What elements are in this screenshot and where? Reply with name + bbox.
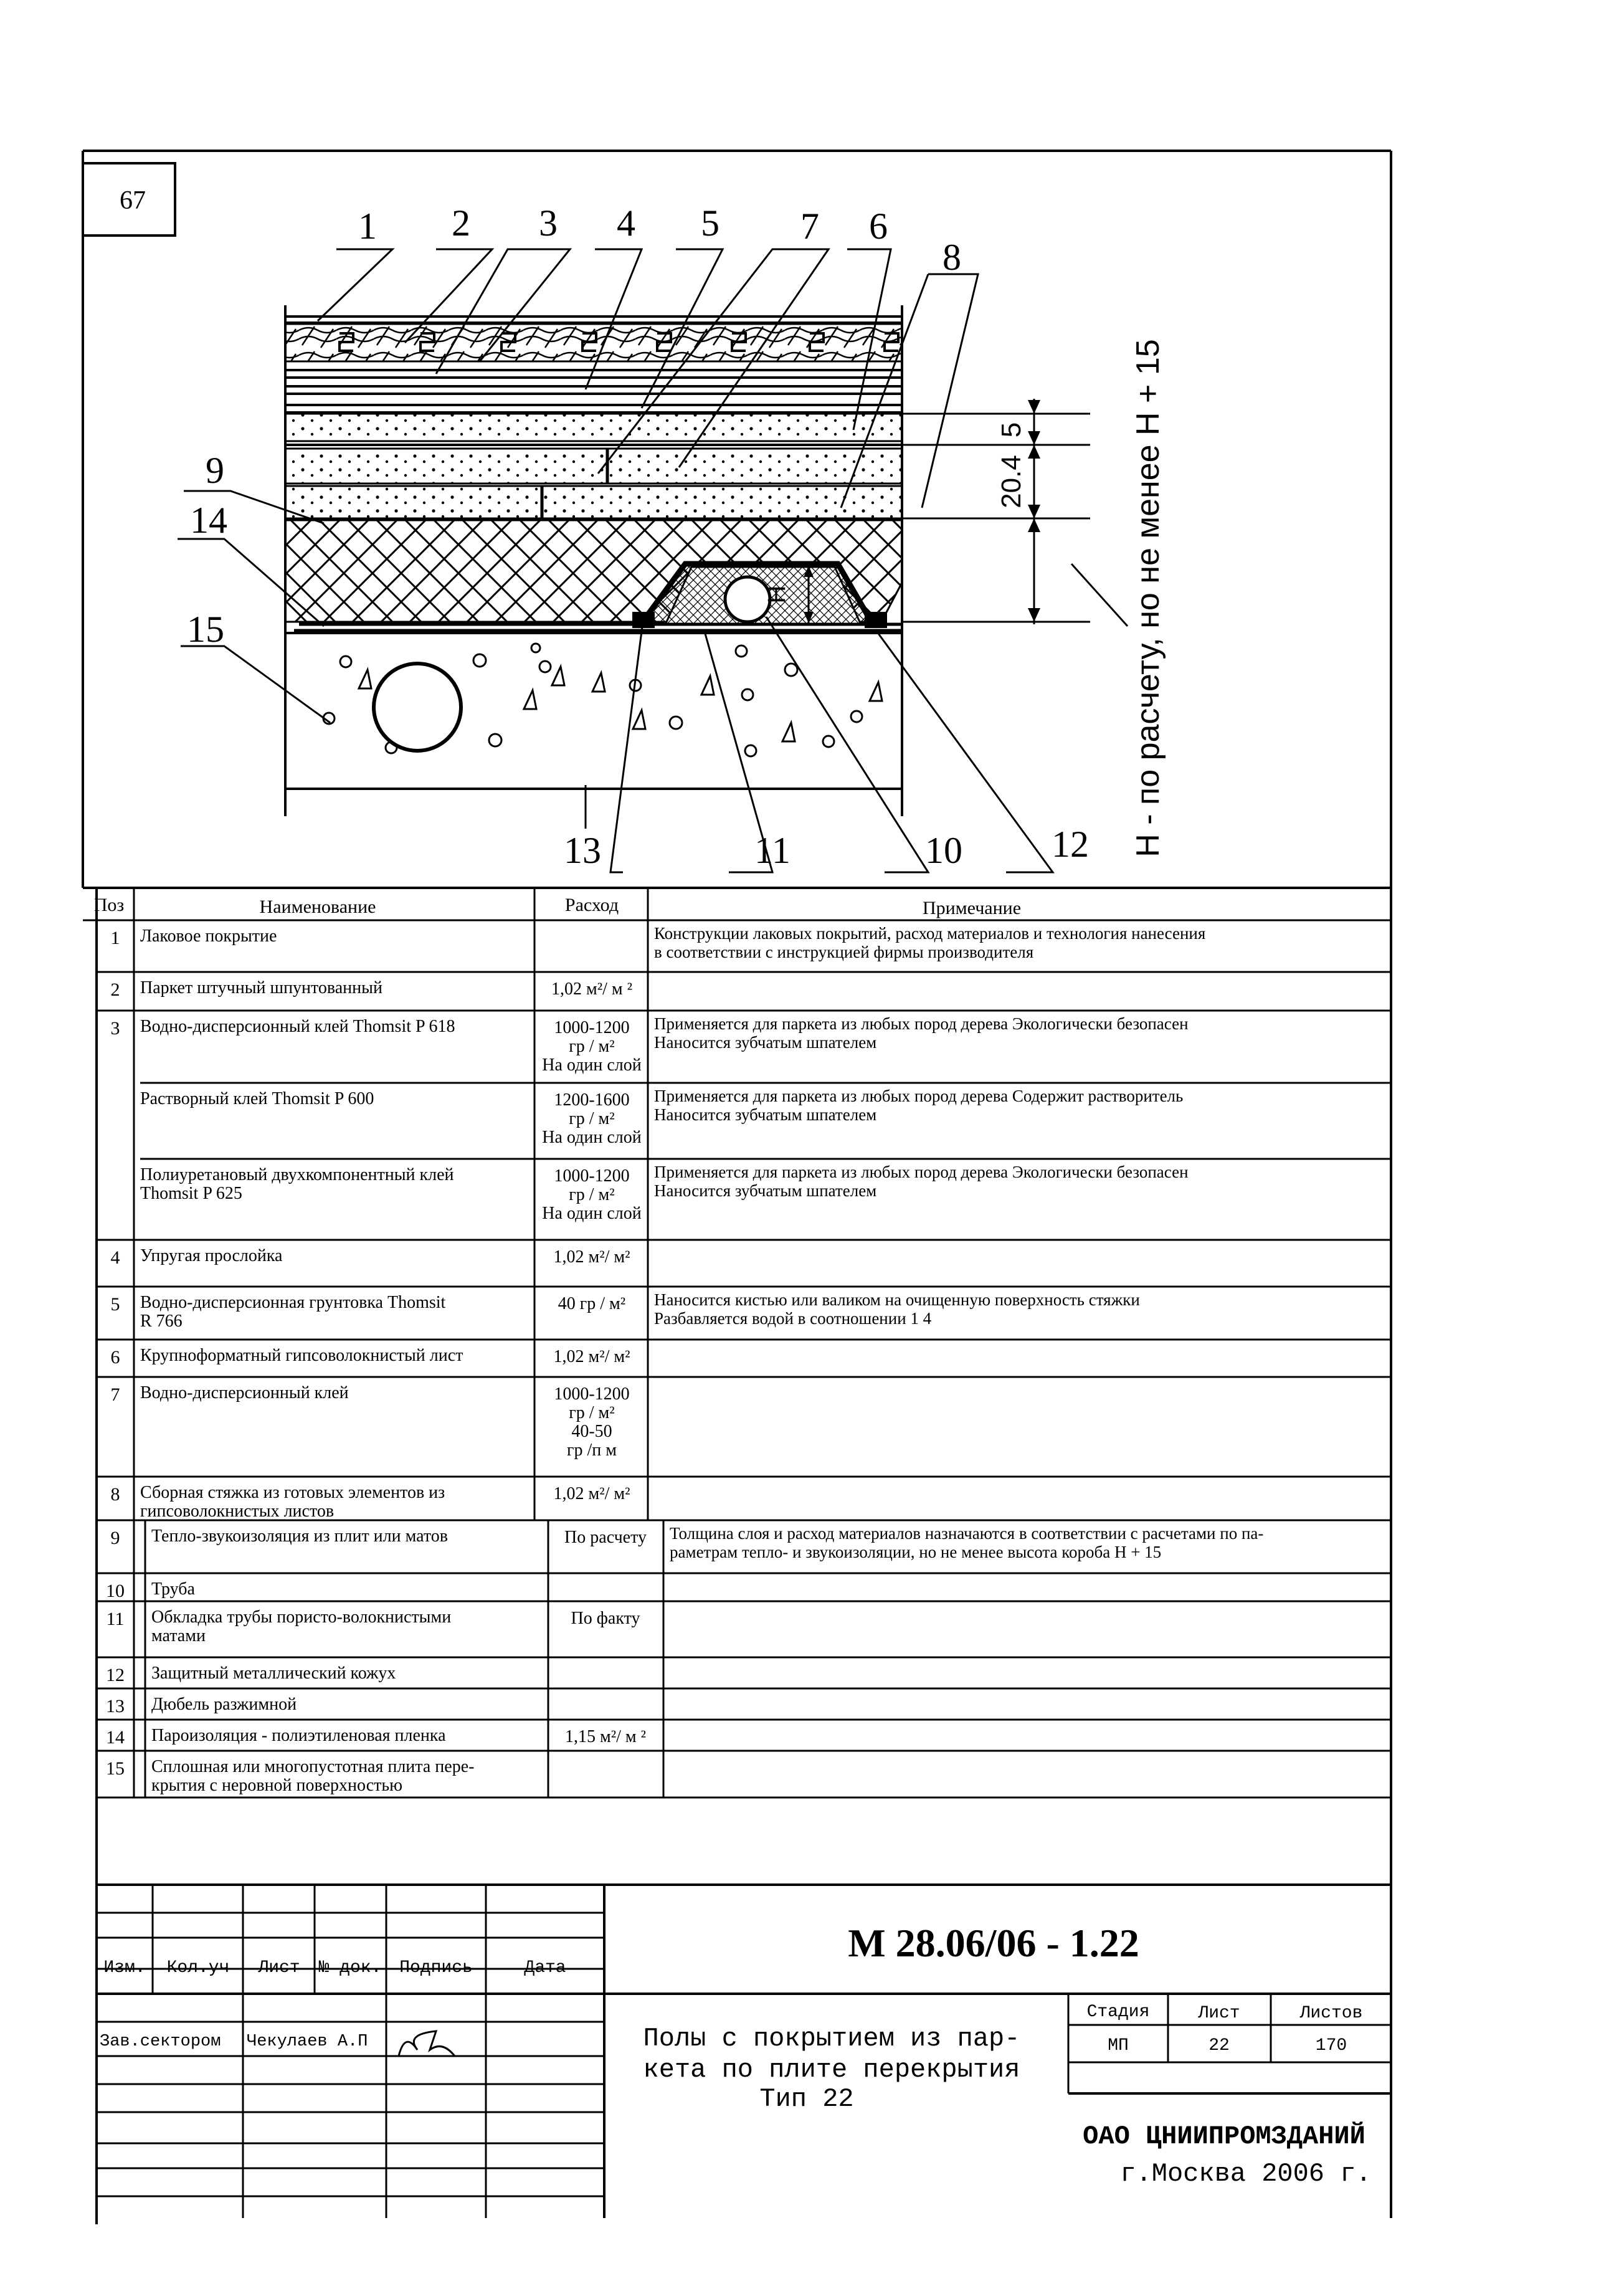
col-list: Лист [258,1958,300,1978]
row-rate-9: 40-50 [571,1422,612,1441]
row-name-6: Упругая прослойка [140,1246,283,1265]
row-name-9: Водно-дисперсионный клей [140,1383,349,1402]
layer-screed-lower [285,486,902,518]
layer-hollow-slab [285,633,902,789]
row-rate-16: 1,15 м²/ м ² [564,1727,647,1746]
organization-city-year: г.Москва 2006 г. [1120,2159,1372,2189]
row-rate-4: гр / м² [569,1109,615,1128]
person-name: Чекулаев А.П [247,2032,368,2051]
row-pos-6: 4 [110,1247,120,1268]
stage-value: МП [1108,2036,1129,2055]
row-rate-9: гр / м² [569,1403,615,1422]
stage-table [1087,2002,1363,2055]
row-name-5: Полиуретановый двухкомпонентный клей [140,1165,454,1184]
row-name-5: Thomsit P 625 [140,1184,242,1203]
callout-2: 2 [452,202,470,244]
dimension-h: H [763,585,791,604]
row-pos-11: 9 [110,1528,120,1548]
sheet-title-line-2: кета по плите перекрытия [643,2055,1020,2085]
row-rate-2: 1,02 м²/ м ² [551,979,633,999]
header-rate: Расход [564,895,619,915]
callout-1: 1 [358,206,377,247]
col-kol-uch: Кол.уч [166,1958,230,1978]
callout-9: 9 [206,450,224,491]
row-name-7: R 766 [140,1312,183,1331]
row-note-7: Разбавляется водой в соотношении 1 4 [654,1309,932,1328]
sheet-value: 22 [1209,2036,1230,2055]
dimension-5: 5 [996,422,1027,438]
row-rate-5: гр / м² [569,1185,615,1204]
callout-14: 14 [190,500,227,541]
layer-glue-interlayer [285,370,902,412]
sheet-number: 67 [120,186,146,215]
col-doc-no: № док. [318,1958,382,1978]
row-rate-11: По расчету [564,1528,647,1547]
row-note-4: Наносится зубчатым шпателем [654,1105,877,1124]
row-name-10: Сборная стяжка из готовых элементов из [140,1483,445,1502]
row-rate-9: 1000-1200 [554,1384,630,1404]
row-name-12: Труба [151,1579,195,1599]
row-name-3: Водно-дисперсионный клей Thomsit P 618 [140,1017,455,1036]
row-note-1: в соответствии с инструкцией фирмы производителя [654,943,1034,961]
floor-section-diagram [178,202,1166,872]
col-date: Дата [524,1958,566,1978]
row-rate-3: гр / м² [569,1037,615,1056]
row-name-2: Паркет штучный шпунтованный [140,978,382,998]
sheet-title-line-1: Полы с покрытием из пар- [643,2024,1020,2054]
row-rate-4: На один слой [542,1128,642,1147]
callout-11: 11 [754,830,791,871]
row-rate-5: На один слой [542,1204,642,1223]
callout-5: 5 [701,202,719,244]
row-rate-13: По факту [571,1609,640,1628]
row-rate-4: 1200-1600 [554,1090,630,1110]
row-name-14: Защитный металлический кожух [151,1664,396,1683]
row-name-13: Обкладка трубы пористо-волокнистыми [151,1607,452,1627]
row-pos-13: 11 [106,1609,125,1629]
dimension-20-4: 20.4 [996,455,1027,508]
row-rate-8: 1,02 м²/ м² [553,1347,630,1366]
header-pos: Поз [93,895,125,915]
row-note-5: Применяется для паркета из любых пород дерева Экологически безопасен [654,1163,1189,1181]
stage-header: Стадия [1086,2002,1150,2022]
row-pos-2: 2 [110,979,120,1000]
header-note: Примечание [922,898,1022,918]
callout-3: 3 [539,202,558,244]
sheets-total-header: Листов [1299,2004,1363,2023]
row-name-8: Крупноформатный гипсоволокнистый лист [140,1346,463,1365]
row-name-4: Растворный клей Thomsit P 600 [140,1089,374,1108]
col-izm: Изм. [103,1958,146,1978]
sheet-title-line-3: Тип 22 [759,2084,854,2114]
row-note-11: Толщина слоя и расход материалов назначаются в соответствии с расчетами по па- [670,1524,1264,1543]
row-pos-15: 13 [106,1696,125,1717]
row-pos-12: 10 [106,1581,125,1601]
callout-6: 6 [869,206,888,247]
row-note-1: Конструкции лаковых покрытий, расход материалов и технология нанесения [654,924,1206,943]
row-name-7: Водно-дисперсионная грунтовка Thomsit [140,1293,446,1312]
row-rate-3: На один слой [542,1055,642,1075]
row-name-10: гипсоволокнистых листов [140,1502,335,1521]
organization-name: ОАО ЦНИИПРОМЗДАНИЙ [1083,2121,1365,2151]
row-pos-9: 7 [110,1384,120,1405]
row-rate-9: гр /п м [567,1440,617,1460]
spec-table-headers [94,895,1021,918]
sheet-title [643,2024,1020,2114]
callout-8: 8 [943,237,961,278]
row-name-16: Пароизоляция - полиэтиленовая пленка [151,1726,446,1745]
signature-mark [399,2031,455,2056]
row-pos-17: 15 [106,1758,125,1779]
callout-12: 12 [1052,824,1089,865]
row-note-7: Наносится кистью или валиком на очищенную поверхность стяжки [654,1290,1140,1309]
row-name-17: крытия с неровной поверхностью [151,1776,403,1795]
row-pos-7: 5 [110,1294,120,1315]
row-pos-10: 8 [110,1484,120,1505]
row-rate-6: 1,02 м²/ м² [553,1247,630,1267]
row-rate-5: 1000-1200 [554,1166,630,1186]
row-rate-7: 40 гр / м² [558,1294,626,1313]
row-note-3: Наносится зубчатым шпателем [654,1033,877,1052]
row-name-15: Дюбель разжимной [151,1695,297,1714]
row-rate-3: 1000-1200 [554,1018,630,1037]
layer-gypsum-sheet [285,414,902,441]
document-code: М 28.06/06 - 1.22 [848,1921,1139,1965]
col-signature: Подпись [399,1958,473,1978]
layer-screed-upper [285,449,902,483]
callout-7: 7 [800,206,819,247]
row-name-1: Лаковое покрытие [140,926,277,946]
callout-15: 15 [187,609,224,650]
row-note-11: раметрам тепло- и звукоизоляции, но не менее высота короба Н + 15 [670,1543,1162,1561]
layer-lacquer [285,317,902,323]
callout-4: 4 [617,202,635,244]
sheets-total-value: 170 [1315,2036,1347,2055]
row-name-13: матами [151,1626,206,1645]
callout-10: 10 [925,830,962,871]
row-note-3: Применяется для паркета из любых пород дерева Экологически безопасен [654,1014,1189,1033]
row-pos-14: 12 [106,1665,125,1685]
row-note-5: Наносится зубчатым шпателем [654,1181,877,1200]
header-name: Наименование [259,897,376,917]
note-h-requirement: H - по расчету, но не менее Н + 15 [1130,339,1166,857]
row-name-11: Тепло-звукоизоляция из плит или матов [151,1526,448,1546]
sheet-number-box [83,163,175,236]
sheet-header: Лист [1198,2004,1240,2023]
row-pos-8: 6 [110,1347,120,1368]
role-label: Зав.сектором [100,2032,221,2051]
row-pos-16: 14 [106,1727,125,1748]
spec-table-rows [106,924,1263,1795]
row-note-4: Применяется для паркета из любых пород дерева Содержит растворитель [654,1087,1184,1105]
row-pos-1: 1 [110,928,120,948]
layer-vapour-barrier [294,624,902,631]
row-pos-3: 3 [110,1018,120,1039]
callout-13: 13 [564,830,601,871]
row-rate-10: 1,02 м²/ м² [553,1484,630,1503]
row-name-17: Сплошная или многопустотная плита пере- [151,1757,475,1776]
